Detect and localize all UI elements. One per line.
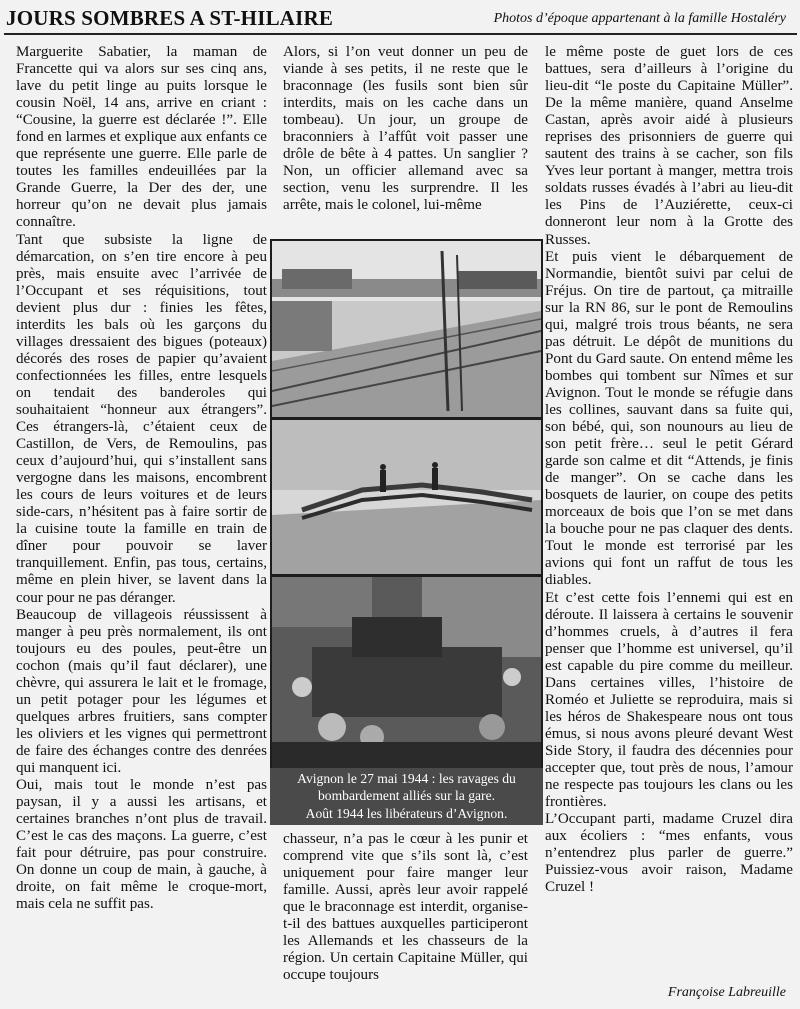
photo-liberators (272, 577, 541, 768)
paragraph: Et puis vient le débarquement de Normandie, bientôt suivi par celui de Fréjus. On tire de partout, ça mitraille sur la RN 86, sur le pont de Remoulins qui, malgré trois trous béants, ne sera pas détruit. Le dépôt de munitions du Pont du Gard saute. On entend même les bombes qui tombent sur Nîmes et sur Avignon. Tout le monde se réfugie dans les collines, sauvant dans sa fuite qui, son bébé, qui, son nounours au lieu de son petit frère… seul le petit Gérard garde son calme et dit “Attends, je finis de manger”. On se cache dans les bosquets de laurier, on coupe des petits morceaux de bois que l’on se met dans la bouche pour ne pas claquer des dents. Tout le monde est terrorisé par les avions qui font un raffut de tous les diables. (545, 248, 793, 589)
caption-line: Avignon le 27 mai 1944 : les ravages du (297, 771, 516, 786)
paragraph: Tant que subsiste la ligne de démarcation, on s’en tire encore à peu près, mais ensuite avec l’arrivée de l’Occupant et ses réquisitions, tout devient plus dur : finies les fêtes, interdits les bals où les garçons du villages dressaient des bigues (poteaux) décorés des roses de papier qu’avaient confectionnées les filles, entre lesquels on tendait des banderoles qui souhaitaient “honneur aux étrangers”. Ces étrangers-là, c’étaient ceux de Castillon, de Vers, de Remoulins, pas ceux d’aujourd’hui, qui s’installent sans vergogne dans les maisons, encombrent les cours de leurs voitures et de leurs side-cars, n’hésitent pas à faire sortir de la cuisine toute la famille en train de dîner pour pouvoir se laver tranquillement. Enfin, pas tous, certains, même en plein hiver, se lavent dans la cour pour ne pas déranger. (16, 231, 267, 606)
paragraph: Et c’est cette fois l’ennemi qui est en déroute. Il laissera à certains le souvenir d’hommes cruels, à d’autres il fera penser que l’homme est universel, qu’il est capable du pire comme du meilleur. Dans certaines villes, l’histoire de Roméo et Juliette se reproduira, mais si les héros de Shakespeare nous ont tous émus, si nous avons pleuré devant West Side Story, il faudra des décennies pour accepter que, tout près de nous, l’amour ne respecte pas toujours les clans ou les frontières. (545, 589, 793, 811)
header-rule (4, 33, 797, 35)
article-title: JOURS SOMBRES A ST-HILAIRE (6, 6, 334, 30)
photo-rail-yard (272, 241, 541, 417)
photo-credit: Photos d’époque appartenant à la famille Hostaléry (493, 11, 786, 26)
page-header (0, 0, 800, 34)
caption-line: Août 1944 les libérateurs d’Avignon. (305, 805, 508, 821)
photo-caption (270, 768, 543, 825)
column-left (16, 44, 267, 913)
column-middle-bottom (283, 831, 528, 984)
photo-twisted-tracks (272, 420, 541, 574)
column-right (545, 44, 793, 896)
caption-line: bombardement alliés sur la gare. (317, 788, 496, 804)
paragraph: L’Occupant parti, madame Cruzel dira aux écoliers : “mes enfants, vous n’entendrez plus parler de guerre.” Puissiez-vous avoir raison, Madame Cruzel ! (545, 811, 793, 896)
paragraph: Beaucoup de villageois réussissent à manger à peu près normalement, ils ont toujours eu des poules, peut-être un cochon (mais qu’il faut déclarer), une chèvre, qui assurera le lait et le fromage, un petit potager pour les légumes et quelques arbres fruitiers, sans compter les oliviers et les vignes qui permettront de faire des échanges contre des denrées qui manquent ici. (16, 606, 267, 776)
author-signature: Françoise Labreuille (667, 985, 786, 1000)
column-middle-top (283, 44, 528, 214)
paragraph: Alors, si l’on veut donner un peu de viande à ses petits, il ne reste que le braconnage (les fusils sont bien sûr interdits, mais on les cache dans un tombeau). Un jour, un groupe de braconniers à l’affût voit passer une drôle de bête à 4 pattes. Un sanglier ? Non, un officier allemand avec sa section, venu les surprendre. Il les arrête, mais le colonel, lui-même (283, 44, 528, 214)
paragraph: chasseur, n’a pas le cœur à les punir et comprend vite que s’ils sont là, c’est uniquement pour faire manger leur famille. Aussi, après leur avoir rappelé que le braconnage est interdit, organise-t-il des battues auxquelles participeront les Allemands et les chasseurs de la région. Un certain Capitaine Müller, qui occupe toujours (283, 831, 528, 984)
paragraph: le même poste de guet lors de ces battues, sera d’ailleurs à l’origine du lieu-dit “le poste du Capitaine Müller”. De la même manière, quand Anselme Castan, après avoir aidé à plusieurs reprises des prisonniers de guerre qui sautent des trains à se cacher, son fils Yves leur portant à manger, mettra trois soldats russes évadés à l’abri au lieu-dit les Pins de l’Auziérette, ceux-ci donneront leur nom à la Grotte des Russes. (545, 44, 793, 248)
paragraph: Marguerite Sabatier, la maman de Francette qui va alors sur ses cinq ans, lave du petit linge au puits lorsque le cousin Noël, 14 ans, arrive en criant : “Cousine, la guerre est déclarée !”. Elle fond en larmes et explique aux enfants ce que représente une guerre. Elle parle de toutes les familles endeuillées par la Grande Guerre, la Der des der, une horreur qu’on ne devait plus jamais connaître. (16, 44, 267, 231)
paragraph: Oui, mais tout le monde n’est pas paysan, il y a aussi les artisans, et certaines branches n’ont plus de travail. C’est le cas des maçons. La guerre, c’est fait pour détruire, pas pour construire. On donne un coup de main, à gauche, à droite, on fait même le croque-mort, mais cela ne suffit pas. (16, 777, 267, 913)
photo-panel (270, 239, 543, 825)
